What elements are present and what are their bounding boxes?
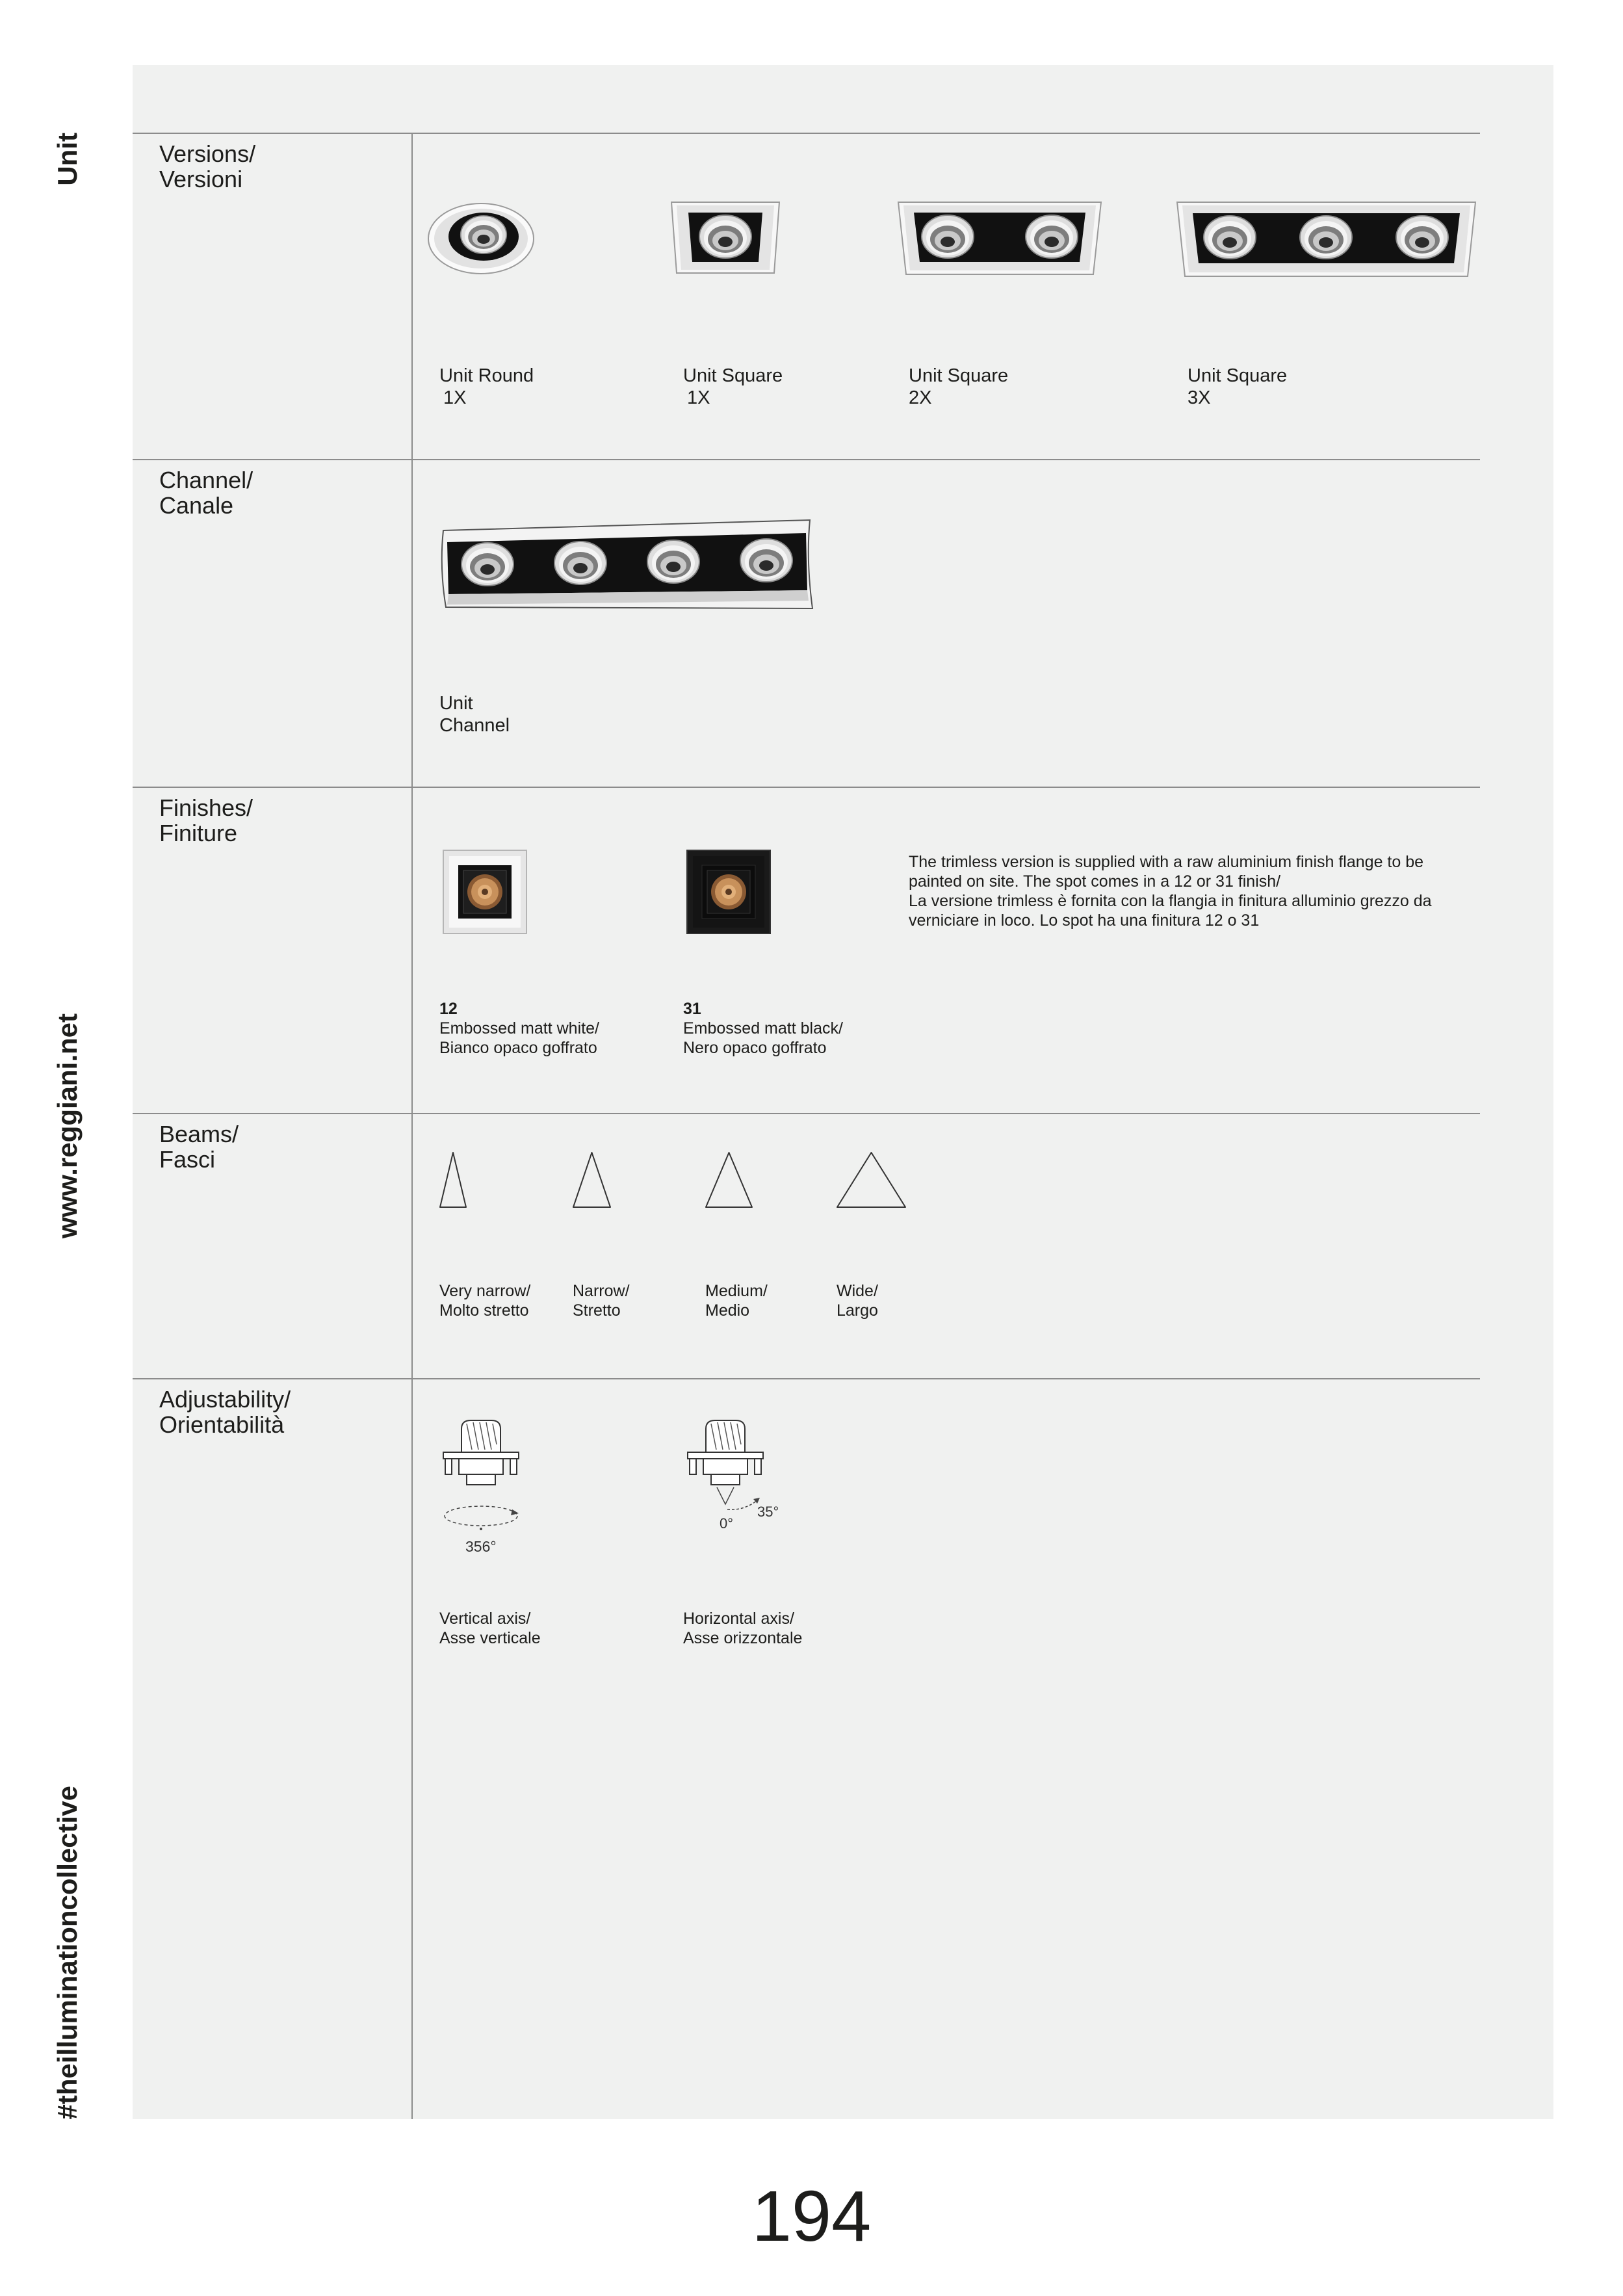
spot <box>1204 216 1256 259</box>
channel-title <box>159 467 253 518</box>
section-side-label: Unit <box>52 133 83 186</box>
note-line: painted on site. The spot comes in a 12 or 31 finish/ <box>909 872 1281 891</box>
finish-name-en: Embossed matt black/ <box>683 1019 843 1037</box>
row-divider <box>133 1113 1480 1114</box>
unit-square-3x-image <box>1176 201 1477 278</box>
horizontal-axis-diagram <box>683 1418 794 1535</box>
row-divider <box>133 133 1480 134</box>
beam-name-it: Medio <box>705 1301 750 1320</box>
spot <box>699 215 751 258</box>
horizontal-angle-min-label: 0° <box>720 1515 734 1532</box>
content-panel <box>133 65 1553 2119</box>
beam-medium-icon <box>704 1151 754 1209</box>
beams-title-it: Fasci <box>159 1146 216 1173</box>
page-number: 194 <box>751 2176 872 2256</box>
rotation-arrow <box>445 1506 517 1526</box>
unit-round-image <box>426 201 536 276</box>
version-name: Unit Square <box>1188 365 1288 386</box>
axis-name-en: Vertical axis/ <box>439 1610 531 1628</box>
spot <box>740 539 792 582</box>
version-qty: 1X <box>443 387 467 408</box>
spot <box>1396 216 1448 259</box>
finish-name-it: Bianco opaco goffrato <box>439 1039 597 1057</box>
version-name: Unit Square <box>683 365 783 386</box>
version-name: Unit Round <box>439 365 534 386</box>
arrow-head-icon <box>511 1509 519 1515</box>
spot <box>1026 215 1078 258</box>
trimless-note <box>909 852 1432 930</box>
unit-square-1x-image <box>670 201 781 274</box>
channel-title-it: Canale <box>159 492 234 519</box>
versions-title-en: Versions/ <box>159 140 256 167</box>
beam-name-it: Molto stretto <box>439 1301 529 1320</box>
version-qty: 3X <box>1188 387 1211 408</box>
vertical-angle-label: 356° <box>465 1538 497 1555</box>
finishes-title <box>159 795 253 846</box>
spot <box>554 541 606 584</box>
finish-swatch-black <box>686 850 771 934</box>
version-label <box>1188 365 1287 409</box>
beam-name-en: Medium/ <box>705 1282 768 1300</box>
axis-name-en: Horizontal axis/ <box>683 1610 794 1628</box>
finish-code: 12 <box>439 1000 458 1018</box>
finishes-title-it: Finiture <box>159 820 238 846</box>
adjustability-label <box>683 1609 802 1648</box>
column-divider <box>411 133 413 2119</box>
hashtag-side-label: #theilluminationcollective <box>52 1786 83 2120</box>
horizontal-angle-max-label: 35° <box>757 1504 779 1520</box>
row-divider <box>133 787 1480 788</box>
channel-title-en: Channel/ <box>159 467 253 493</box>
adjustability-title <box>159 1387 291 1437</box>
beam-label <box>439 1281 530 1320</box>
beams-title <box>159 1121 239 1172</box>
beam-narrow-icon <box>571 1151 612 1209</box>
channel-name-line1: Unit <box>439 693 473 714</box>
versions-title-it: Versioni <box>159 166 243 192</box>
axis-name-it: Asse orizzontale <box>683 1629 803 1647</box>
version-name: Unit Square <box>909 365 1009 386</box>
row-divider <box>133 459 1480 460</box>
spot <box>461 543 513 586</box>
vertical-axis-diagram <box>439 1418 524 1558</box>
note-line: The trimless version is supplied with a raw aluminium finish flange to be <box>909 853 1424 871</box>
note-line: verniciare in loco. Lo spot ha una finitura 12 o 31 <box>909 911 1260 930</box>
spot <box>647 540 699 583</box>
channel-name-line2: Channel <box>439 715 510 736</box>
unit-square-2x-image <box>897 201 1102 276</box>
finish-label <box>439 999 599 1058</box>
tilt-indicator <box>717 1487 734 1504</box>
adjustability-label <box>439 1609 541 1648</box>
beams-title-en: Beams/ <box>159 1121 239 1147</box>
finish-name-it: Nero opaco goffrato <box>683 1039 827 1057</box>
spot <box>922 215 974 258</box>
version-qty: 1X <box>687 387 710 408</box>
beam-label <box>573 1281 630 1320</box>
note-line: La versione trimless è fornita con la flangia in finitura alluminio grezzo da <box>909 892 1432 910</box>
beam-name-it: Largo <box>837 1301 878 1320</box>
beam-very-narrow-icon <box>438 1151 468 1209</box>
finishes-title-en: Finishes/ <box>159 794 253 821</box>
tilt-arc <box>727 1500 757 1509</box>
spot <box>461 216 506 254</box>
beam-name-en: Very narrow/ <box>439 1282 531 1300</box>
finish-name-en: Embossed matt white/ <box>439 1019 599 1037</box>
beam-name-en: Wide/ <box>837 1282 878 1300</box>
beam-label <box>705 1281 768 1320</box>
beam-wide-icon <box>835 1151 907 1209</box>
version-label <box>909 365 1008 409</box>
website-side-label: www.reggiani.net <box>52 1013 83 1239</box>
axis-name-it: Asse verticale <box>439 1629 541 1647</box>
unit-channel-image <box>438 515 816 614</box>
adjustability-title-en: Adjustability/ <box>159 1386 291 1413</box>
version-label <box>683 365 783 409</box>
beam-label <box>837 1281 878 1320</box>
beam-name-en: Narrow/ <box>573 1282 630 1300</box>
adjustability-title-it: Orientabilità <box>159 1411 285 1438</box>
version-label <box>439 365 534 409</box>
finish-code: 31 <box>683 1000 701 1018</box>
finish-swatch-white <box>443 850 527 934</box>
fixture-drawing <box>688 1420 763 1485</box>
channel-label <box>439 692 510 737</box>
row-divider <box>133 1378 1480 1379</box>
spot <box>1300 216 1352 259</box>
version-qty: 2X <box>909 387 932 408</box>
fixture-drawing <box>443 1420 519 1485</box>
beam-name-it: Stretto <box>573 1301 621 1320</box>
versions-title <box>159 141 255 192</box>
finish-label <box>683 999 843 1058</box>
